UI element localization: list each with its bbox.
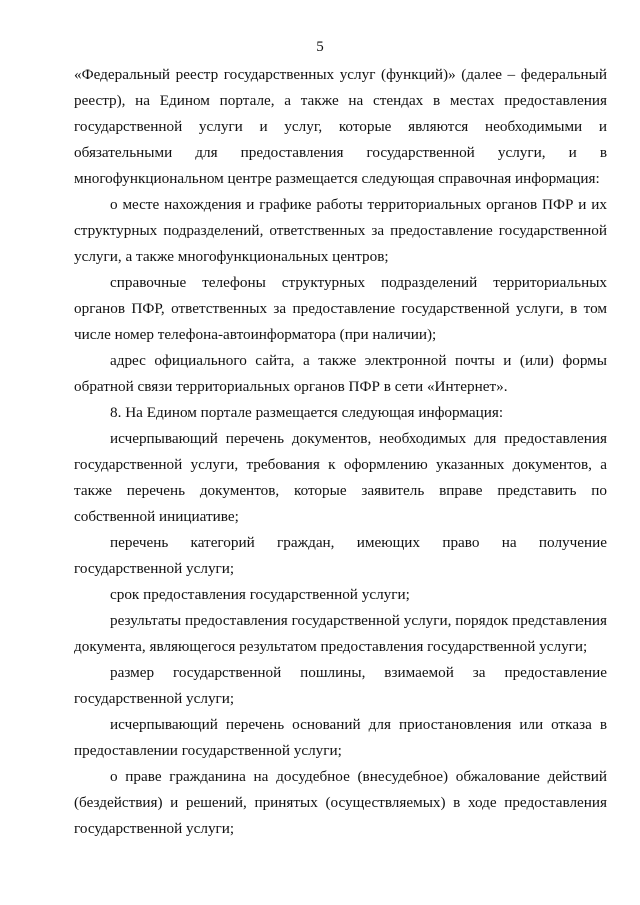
paragraph: 8. На Едином портале размещается следующая информация: [110, 404, 504, 421]
paragraph: исчерпывающий перечень документов, необходимых для предоставления государственной услуги, требования к оформлению указанных документов, а также перечень документов, которые заявитель вправе представить по собственной инициативе; [74, 430, 607, 525]
document-body [74, 62, 607, 842]
page-number: 5 [316, 39, 324, 55]
paragraph: перечень категорий граждан, имеющих право на получение государственной услуги; [74, 534, 607, 577]
paragraph: адрес официального сайта, а также электронной почты и (или) формы обратной связи территориальных органов ПФР в сети «Интернет». [74, 352, 607, 395]
paragraph: справочные телефоны структурных подразделений территориальных органов ПФР, ответственных за предоставление государственной услуги, в том числе номер телефона-автоинформатора (при наличии); [74, 274, 607, 343]
paragraph: размер государственной пошлины, взимаемой за предоставление государственной услуги; [74, 664, 607, 707]
paragraph: результаты предоставления государственной услуги, порядок представления документа, являющегося результатом предоставления государственной услуги; [74, 612, 607, 655]
paragraph: «Федеральный реестр государственных услуг (функций)» (далее – федеральный реестр), на Едином портале, а также на стендах в местах предоставления государственной услуги и услуг, которые являются необходимыми и обязательными для предоставления государственной услуги, и в многофункциональном центре размещается следующая справочная информация: [74, 66, 607, 187]
paragraph: о праве гражданина на досудебное (внесудебное) обжалование действий (бездействия) и решений, принятых (осуществляемых) в ходе предоставления государственной услуги; [74, 768, 607, 837]
paragraph: исчерпывающий перечень оснований для приостановления или отказа в предоставлении государственной услуги; [74, 716, 607, 759]
paragraph: о месте нахождения и графике работы территориальных органов ПФР и их структурных подразделений, ответственных за предоставление государственной услуги, а также многофункциональных центров; [74, 196, 607, 265]
paragraph: срок предоставления государственной услуги; [110, 586, 410, 603]
